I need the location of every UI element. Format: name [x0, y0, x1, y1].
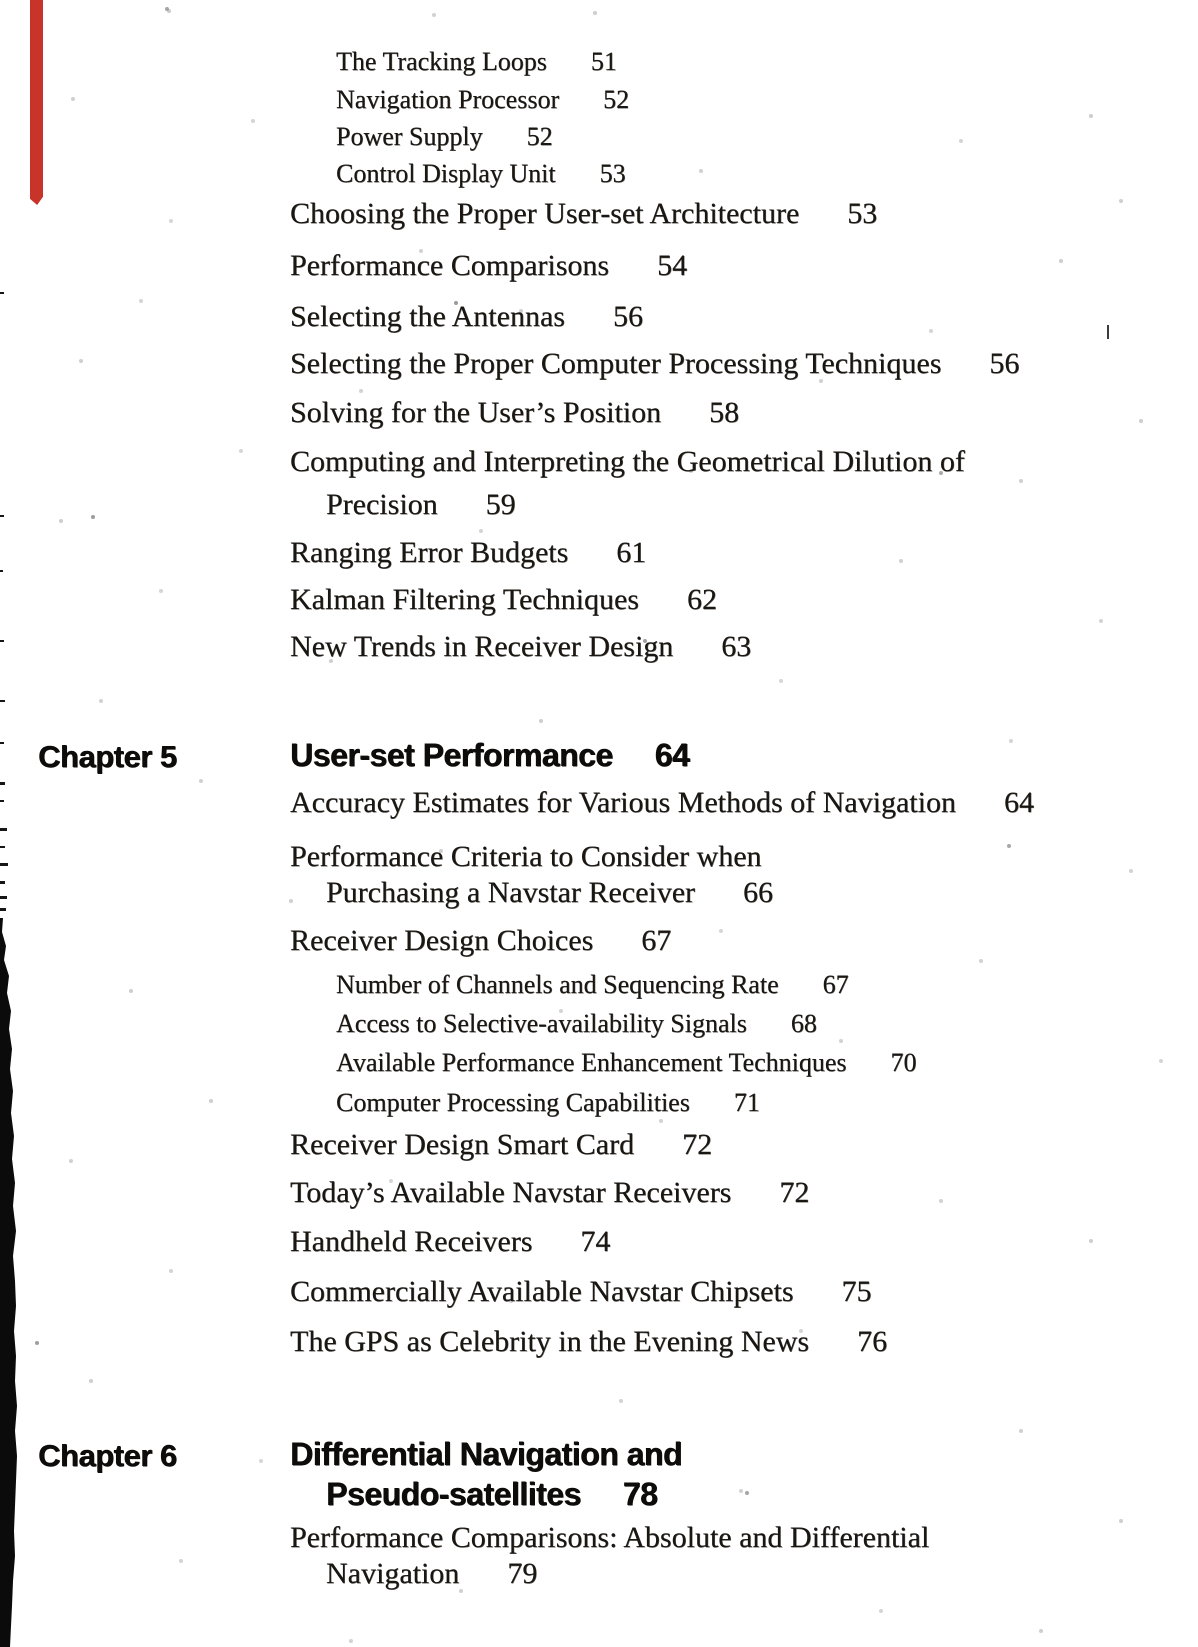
entry-page: 51: [590, 47, 617, 76]
entry-text: Available Performance Enhancement Techniques: [336, 1048, 847, 1077]
toc-entry: [290, 840, 762, 874]
toc-entry: [290, 924, 671, 958]
toc-entry: [290, 347, 1019, 381]
toc-entry: [326, 1557, 537, 1591]
entry-page: 68: [790, 1009, 817, 1038]
entry-text: Performance Comparisons: [290, 249, 610, 282]
toc-entry: [290, 630, 751, 664]
chapter-page: 64: [654, 737, 690, 773]
chapter-title-text: Pseudo-satellites: [326, 1476, 581, 1512]
toc-entry: [336, 85, 629, 114]
entry-text: Performance Criteria to Consider when: [290, 840, 762, 873]
entry-page: 67: [822, 970, 849, 999]
entry-text: Access to Selective-availability Signals: [336, 1009, 747, 1038]
chapter-title: [290, 737, 689, 774]
toc-entry: [336, 122, 553, 151]
entry-text: Navigation: [326, 1557, 460, 1590]
scan-noise-specks-dark: [0, 0, 2, 2]
chapter-page: 78: [622, 1476, 658, 1512]
entry-text: Ranging Error Budgets: [290, 536, 569, 569]
entry-text: Performance Comparisons: Absolute and Differential: [290, 1521, 930, 1554]
toc-entry: [336, 1009, 817, 1038]
entry-page: 67: [641, 924, 672, 957]
entry-page: 61: [616, 536, 647, 569]
chapter-title-text: User-set Performance: [290, 737, 613, 773]
entry-page: 72: [682, 1128, 713, 1161]
entry-page: 71: [733, 1088, 760, 1117]
entry-text: New Trends in Receiver Design: [290, 630, 674, 663]
toc-entry: [336, 47, 617, 76]
entry-text: Kalman Filtering Techniques: [290, 583, 639, 616]
entry-text: Navigation Processor: [336, 85, 560, 114]
toc-entry: [290, 1521, 929, 1555]
toc-entry: [290, 786, 1034, 820]
toc-entry: [290, 197, 877, 231]
toc-entry: [290, 249, 687, 283]
entry-text: Receiver Design Smart Card: [290, 1128, 635, 1161]
entry-page: 64: [1003, 786, 1034, 819]
chapter-title-line2: [326, 1476, 657, 1513]
entry-page: 59: [485, 488, 516, 521]
toc-entry: [290, 396, 739, 430]
toc-entry: [290, 1128, 712, 1162]
toc-entry: [326, 488, 516, 522]
entry-page: 75: [841, 1275, 872, 1308]
entry-text: Commercially Available Navstar Chipsets: [290, 1275, 794, 1308]
entry-page: 63: [721, 630, 752, 663]
entry-page: 56: [989, 347, 1020, 380]
entry-page: 56: [612, 300, 643, 333]
toc-entry: [336, 159, 626, 188]
entry-page: 72: [779, 1176, 810, 1209]
entry-text: Accuracy Estimates for Various Methods of Navigation: [290, 786, 956, 819]
entry-text: Selecting the Proper Computer Processing Techniques: [290, 347, 942, 380]
toc-entry: [290, 300, 643, 334]
chapter-label: Chapter 5: [38, 739, 177, 774]
toc-entry: [290, 1225, 610, 1259]
toc-entry: [290, 536, 646, 570]
entry-text: Number of Channels and Sequencing Rate: [336, 970, 779, 999]
entry-text: Selecting the Antennas: [290, 300, 565, 333]
entry-text: Choosing the Proper User-set Architecture: [290, 197, 800, 230]
entry-text: Computer Processing Capabilities: [336, 1088, 690, 1117]
toc-entry: [336, 1048, 917, 1077]
entry-text: Control Display Unit: [336, 159, 556, 188]
chapter-title-line1: Differential Navigation and: [290, 1436, 682, 1472]
toc-entry: [326, 876, 773, 910]
entry-page: 66: [743, 876, 774, 909]
entry-text: Precision: [326, 488, 438, 521]
entry-text: Receiver Design Choices: [290, 924, 594, 957]
entry-page: 79: [507, 1557, 538, 1590]
toc-entry: [290, 1325, 887, 1359]
entry-page: 54: [657, 249, 688, 282]
entry-text: The Tracking Loops: [336, 47, 547, 76]
toc-entry: [336, 970, 849, 999]
entry-text: Purchasing a Navstar Receiver: [326, 876, 696, 909]
scan-edge-bar: [0, 0, 24, 1647]
toc-entry: [290, 1176, 809, 1210]
toc-entry: [290, 583, 717, 617]
entry-page: 53: [847, 197, 878, 230]
entry-page: 74: [580, 1225, 611, 1258]
entry-page: 62: [686, 583, 717, 616]
entry-page: 53: [599, 159, 626, 188]
entry-page: 52: [603, 85, 630, 114]
stray-mark: [1107, 325, 1109, 339]
toc-entry: [336, 1088, 760, 1117]
entry-text: The GPS as Celebrity in the Evening News: [290, 1325, 810, 1358]
chapter-label: Chapter 6: [38, 1438, 177, 1473]
entry-text: Computing and Interpreting the Geometrical Dilution of: [290, 445, 965, 478]
entry-page: 76: [857, 1325, 888, 1358]
entry-text: Today’s Available Navstar Receivers: [290, 1176, 732, 1209]
entry-page: 58: [709, 396, 740, 429]
entry-text: Handheld Receivers: [290, 1225, 533, 1258]
entry-text: Solving for the User’s Position: [290, 396, 662, 429]
entry-text: Power Supply: [336, 122, 483, 151]
toc-entry: [290, 1275, 872, 1309]
entry-page: 52: [526, 122, 553, 151]
red-margin-artifact: [30, 0, 43, 205]
entry-page: 70: [890, 1048, 917, 1077]
toc-entry: [290, 445, 965, 479]
